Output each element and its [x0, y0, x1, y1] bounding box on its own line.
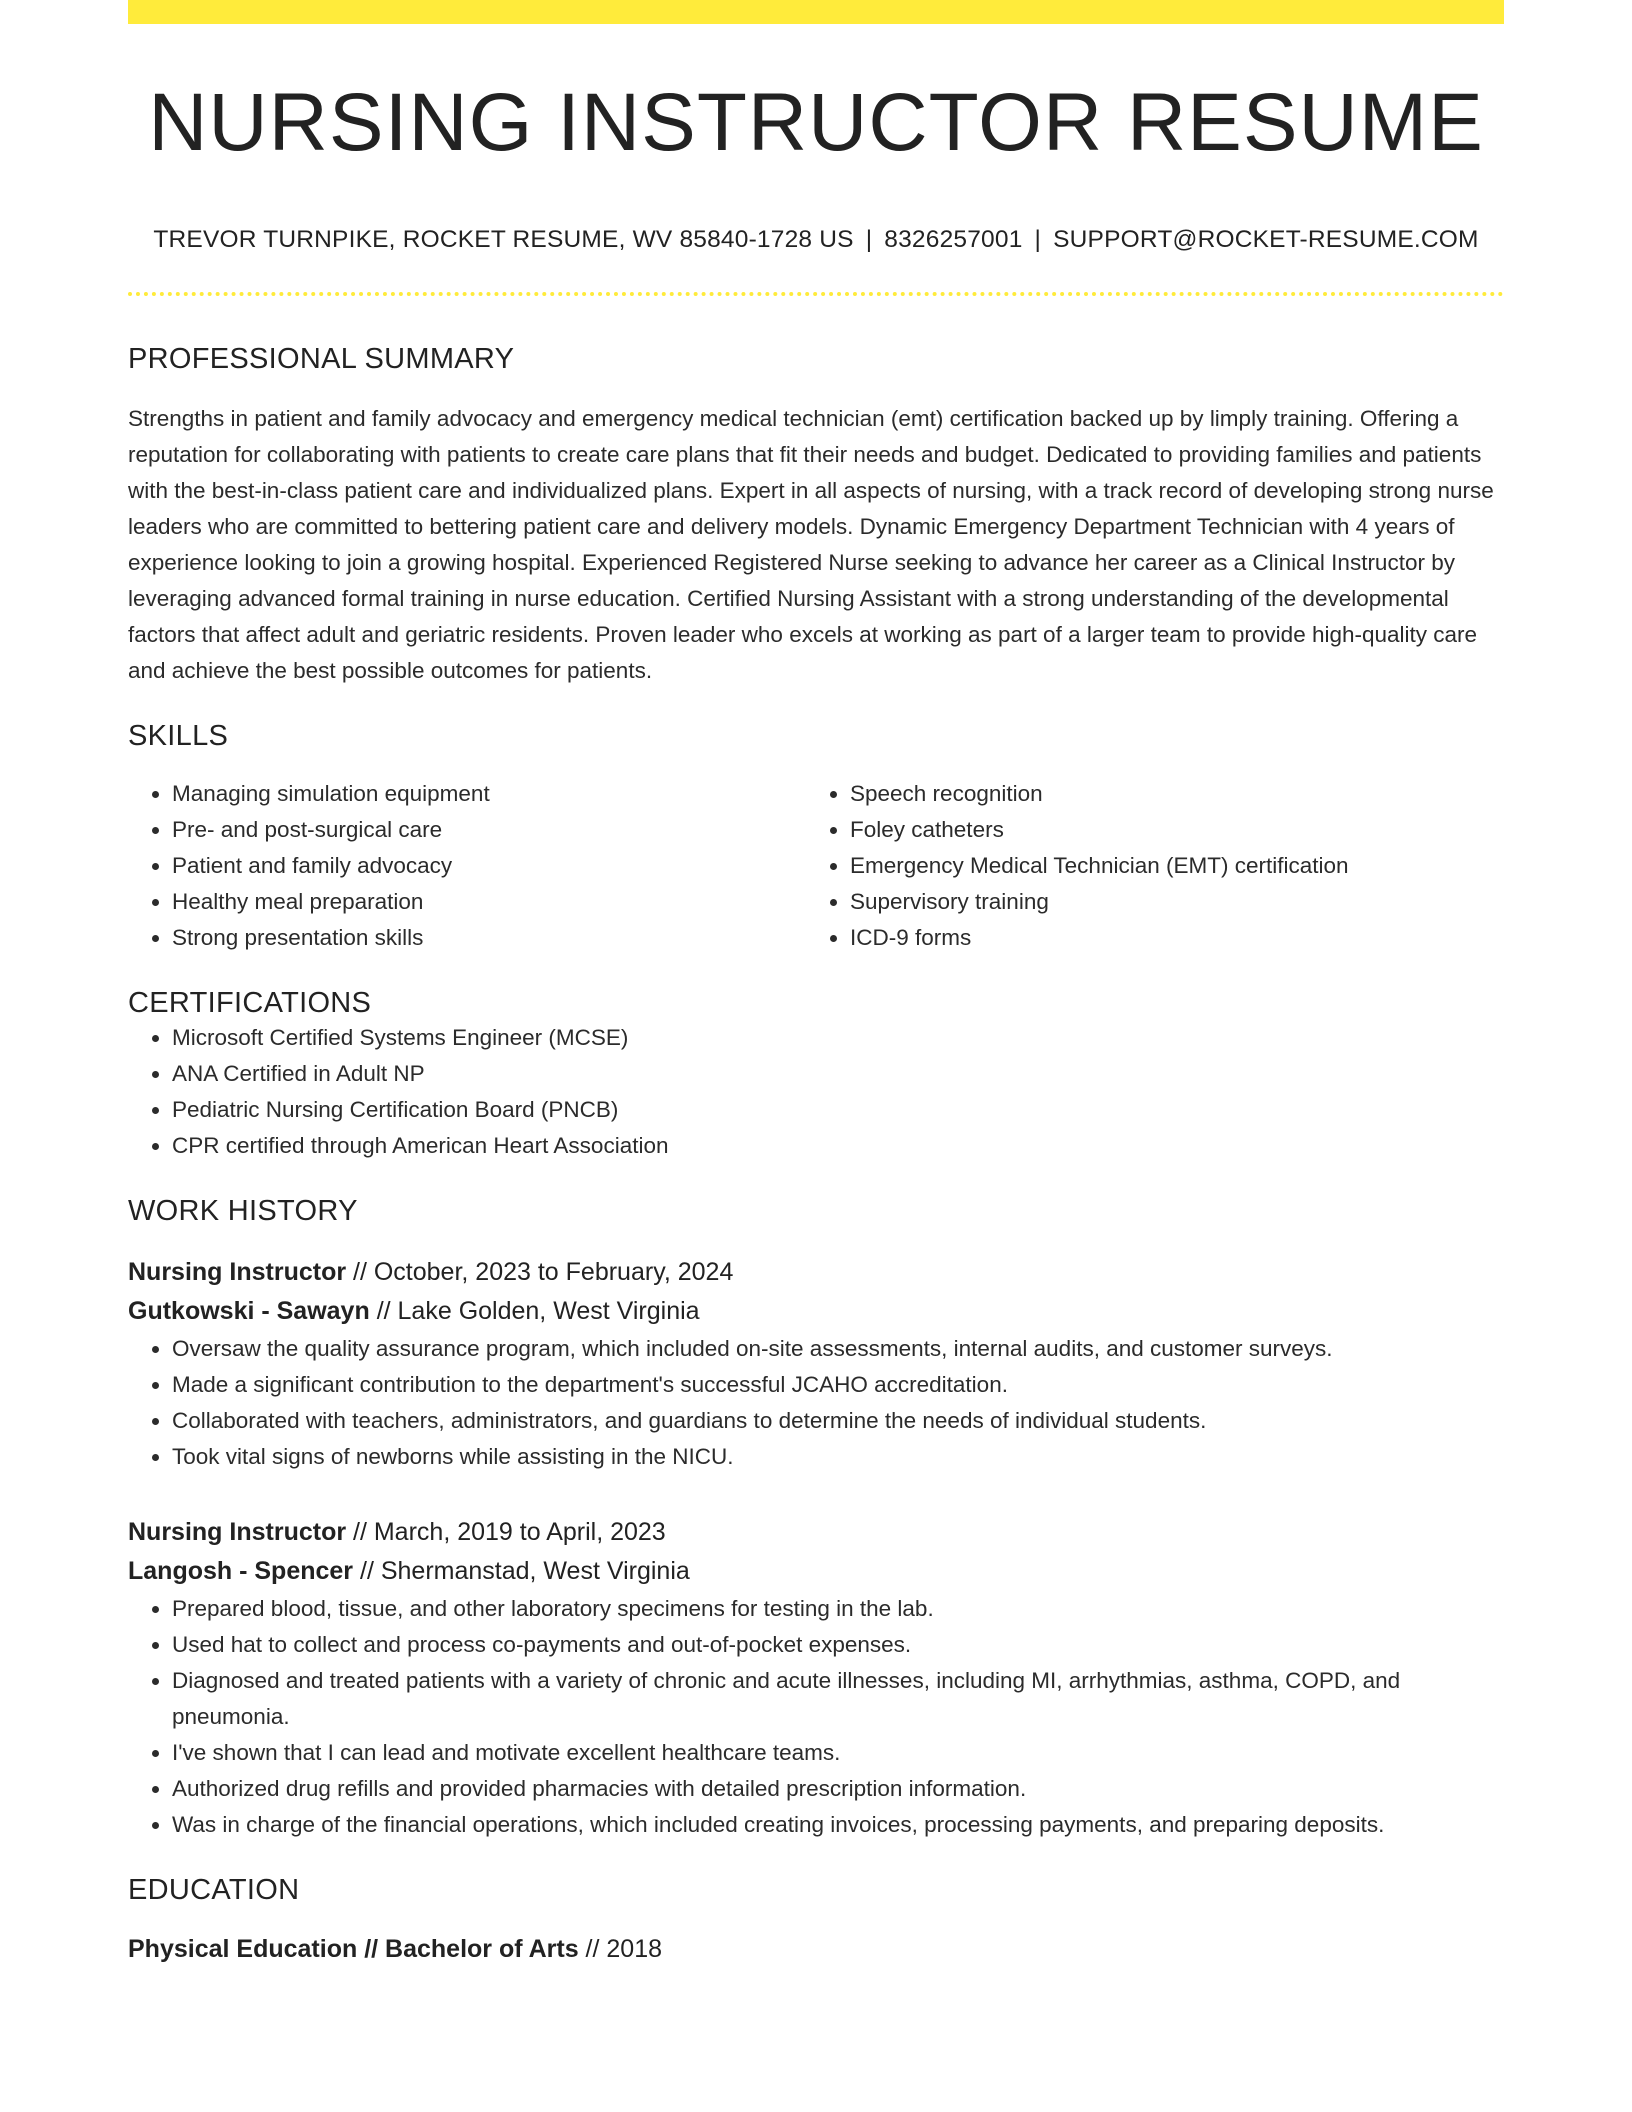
job-company-line [128, 1292, 1504, 1331]
skills-section [128, 719, 1504, 956]
skills-grid [128, 776, 1504, 956]
summary-text: Strengths in patient and family advocacy and emergency medical technician (emt) certification backed up by limply training. Offering a reputation for collaborating with patients to create care plans that fit their needs and budget. Dedicated to providing families and patients with the best-in-class patient care and individualized plans. Expert in all aspects of nursing, with a track record of developing strong nurse leaders who are committed to bettering patient care and delivery models. Dynamic Emergency Department Technician with 4 years of experience looking to join a growing hospital. Experienced Registered Nurse seeking to advance her career as a Clinical Instructor by leveraging advanced formal training in nurse education. Certified Nursing Assistant with a strong understanding of the developmental factors that affect adult and geriatric residents. Proven leader who excels at working as part of a larger team to provide high-quality care and achieve the best possible outcomes for patients. [128, 405, 1494, 683]
job-bullet: • I've shown that I can lead and motivate excellent healthcare teams. [172, 1735, 1504, 1771]
job-bullet: • Took vital signs of newborns while assisting in the NICU. [172, 1439, 1504, 1475]
job-title: Nursing Instructor [128, 1518, 347, 1547]
job-company-line [128, 1552, 1504, 1591]
job-entry [128, 1253, 1504, 1475]
job-company: Langosh - Spencer [128, 1557, 354, 1586]
job-location: // Lake Golden, West Virginia [369, 1297, 700, 1326]
job-title-line [128, 1253, 1504, 1292]
job-bullet: • Was in charge of the financial operations, which included creating invoices, processing payments, and preparing deposits. [172, 1807, 1504, 1843]
education-field: Physical Education [128, 1934, 358, 1963]
job-location: // Shermanstad, West Virginia [353, 1557, 690, 1586]
skill-item: • Patient and family advocacy [172, 848, 806, 884]
job-bullet: • Used hat to collect and process co-payments and out-of-pocket expenses. [172, 1627, 1504, 1663]
skill-item: • Foley catheters [850, 812, 1484, 848]
job-title: Nursing Instructor [128, 1258, 347, 1287]
job-dates: // March, 2019 to April, 2023 [346, 1518, 666, 1547]
page-title: NURSING INSTRUCTOR RESUME [148, 77, 1484, 168]
job-bullet: • Oversaw the quality assurance program, which included on-site assessments, internal audits, and customer surveys. [172, 1331, 1504, 1367]
job-bullet-list [128, 1331, 1504, 1475]
certifications-heading: CERTIFICATIONS [128, 986, 372, 1019]
skills-column-left [128, 776, 806, 956]
contact-separator: | [1034, 226, 1042, 253]
contact-email: SUPPORT@ROCKET-RESUME.COM [1053, 226, 1479, 253]
education-section [128, 1873, 1504, 1969]
contact-address: TREVOR TURNPIKE, ROCKET RESUME, WV 85840-1728 US [153, 226, 854, 253]
job-bullet: • Collaborated with teachers, administrators, and guardians to determine the needs of individual students. [172, 1403, 1504, 1439]
job-bullet: • Prepared blood, tissue, and other laboratory specimens for testing in the lab. [172, 1591, 1504, 1627]
job-bullet-list [128, 1591, 1504, 1843]
resume-page [128, 0, 1504, 1969]
work-history-heading: WORK HISTORY [128, 1195, 358, 1228]
skill-item: • Supervisory training [850, 884, 1484, 920]
certifications-list [128, 1020, 1504, 1164]
education-year: // 2018 [578, 1934, 663, 1963]
contact-line [128, 226, 1504, 254]
work-history-section [128, 1194, 1504, 1843]
contact-phone: 8326257001 [884, 226, 1023, 253]
certification-item: • ANA Certified in Adult NP [172, 1056, 1504, 1092]
certification-item: • CPR certified through American Heart Association [172, 1128, 1504, 1164]
education-heading: EDUCATION [128, 1874, 300, 1907]
skill-item: • Emergency Medical Technician (EMT) certification [850, 848, 1484, 884]
skills-heading: SKILLS [128, 719, 229, 752]
certifications-section [128, 986, 1504, 1165]
job-entry [128, 1513, 1504, 1843]
skill-item: • ICD-9 forms [850, 920, 1484, 956]
job-dates: // October, 2023 to February, 2024 [346, 1258, 734, 1287]
job-title-line [128, 1513, 1504, 1552]
header-divider [128, 292, 1504, 296]
skill-item: • Healthy meal preparation [172, 884, 806, 920]
job-bullet: • Made a significant contribution to the department's successful JCAHO accreditation. [172, 1367, 1504, 1403]
job-bullet: • Diagnosed and treated patients with a variety of chronic and acute illnesses, including MI, arrhythmias, asthma, COPD, and pneumonia. [172, 1663, 1504, 1735]
certification-item: • Microsoft Certified Systems Engineer (MCSE) [172, 1020, 1504, 1056]
certification-item: • Pediatric Nursing Certification Board (PNCB) [172, 1092, 1504, 1128]
top-accent-bar [128, 0, 1504, 24]
education-entry [128, 1930, 1504, 1969]
summary-section [128, 342, 1504, 689]
skill-item: • Pre- and post-surgical care [172, 812, 806, 848]
summary-heading: PROFESSIONAL SUMMARY [128, 343, 515, 375]
skill-item: • Strong presentation skills [172, 920, 806, 956]
education-degree: Bachelor of Arts [385, 1934, 579, 1963]
job-company: Gutkowski - Sawayn [128, 1297, 370, 1326]
skill-item: • Managing simulation equipment [172, 776, 806, 812]
education-separator: // [357, 1934, 386, 1963]
job-bullet: • Authorized drug refills and provided pharmacies with detailed prescription information. [172, 1771, 1504, 1807]
skills-column-right [806, 776, 1484, 956]
contact-separator: | [865, 226, 873, 253]
skill-item: • Speech recognition [850, 776, 1484, 812]
